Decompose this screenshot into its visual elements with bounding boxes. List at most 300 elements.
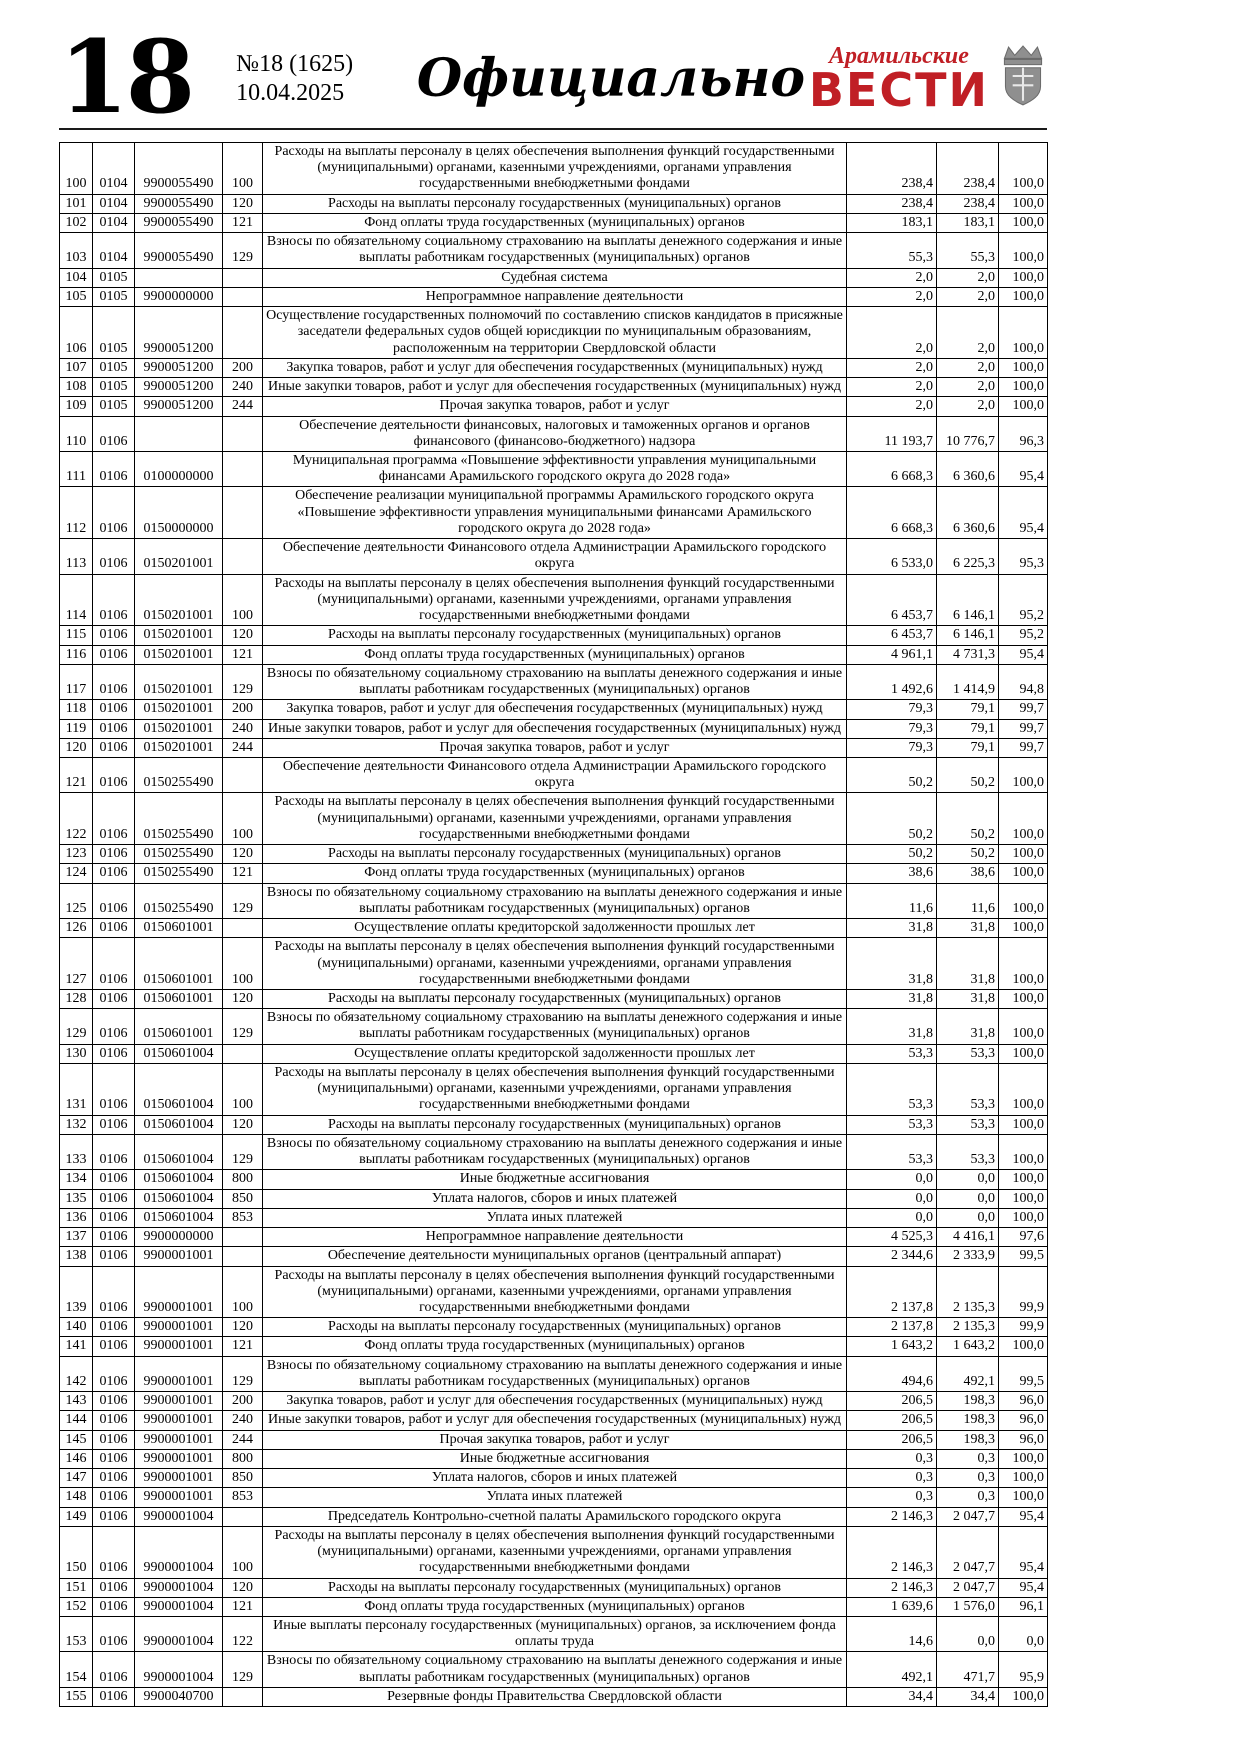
cell-section-code: 0106 bbox=[93, 1616, 135, 1651]
cell-target-article-code: 9900001004 bbox=[135, 1507, 223, 1526]
cell-row-number: 153 bbox=[60, 1616, 93, 1651]
cell-expense-type-code bbox=[223, 919, 263, 938]
cell-section-code: 0106 bbox=[93, 1247, 135, 1266]
cell-approved-amount: 79,3 bbox=[847, 700, 937, 719]
cell-percent: 95,4 bbox=[999, 487, 1048, 539]
cell-expense-type-code: 120 bbox=[223, 1115, 263, 1134]
cell-row-number: 124 bbox=[60, 864, 93, 883]
table-row bbox=[60, 626, 1048, 645]
cell-approved-amount: 2,0 bbox=[847, 358, 937, 377]
cell-target-article-code: 0150201001 bbox=[135, 626, 223, 645]
table-row bbox=[60, 1597, 1048, 1616]
cell-section-code: 0106 bbox=[93, 1063, 135, 1115]
cell-approved-amount: 50,2 bbox=[847, 793, 937, 845]
cell-name: Закупка товаров, работ и услуг для обеспечения государственных (муниципальных) нужд bbox=[263, 358, 847, 377]
cell-name: Фонд оплаты труда государственных (муниципальных) органов bbox=[263, 1597, 847, 1616]
cell-approved-amount: 31,8 bbox=[847, 1009, 937, 1044]
cell-section-code: 0105 bbox=[93, 378, 135, 397]
cell-name: Взносы по обязательному социальному страхованию на выплаты денежного содержания и иные выплаты работникам государственных (муниципальных) органов bbox=[263, 1652, 847, 1687]
cell-row-number: 155 bbox=[60, 1687, 93, 1706]
cell-executed-amount: 2 135,3 bbox=[937, 1266, 999, 1318]
cell-name: Резервные фонды Правительства Свердловской области bbox=[263, 1687, 847, 1706]
cell-percent: 100,0 bbox=[999, 1488, 1048, 1507]
cell-percent: 95,9 bbox=[999, 1652, 1048, 1687]
cell-section-code: 0106 bbox=[93, 1507, 135, 1526]
table-row bbox=[60, 700, 1048, 719]
cell-expense-type-code: 120 bbox=[223, 626, 263, 645]
cell-target-article-code: 9900051200 bbox=[135, 397, 223, 416]
cell-approved-amount: 2 137,8 bbox=[847, 1266, 937, 1318]
cell-section-code: 0106 bbox=[93, 738, 135, 757]
cell-expense-type-code: 120 bbox=[223, 194, 263, 213]
cell-section-code: 0106 bbox=[93, 1318, 135, 1337]
budget-table bbox=[59, 142, 1048, 1707]
cell-approved-amount: 206,5 bbox=[847, 1430, 937, 1449]
cell-section-code: 0106 bbox=[93, 1266, 135, 1318]
cell-approved-amount: 6 453,7 bbox=[847, 574, 937, 626]
table-row bbox=[60, 793, 1048, 845]
cell-percent: 100,0 bbox=[999, 287, 1048, 306]
cell-name: Обеспечение реализации муниципальной программы Арамильского городского округа «Повышение эффективности управления муниципальными финансами Арамильского городского округа до 2028 года» bbox=[263, 487, 847, 539]
table-row bbox=[60, 1009, 1048, 1044]
table-row bbox=[60, 1526, 1048, 1578]
cell-percent: 100,0 bbox=[999, 307, 1048, 359]
cell-name: Прочая закупка товаров, работ и услуг bbox=[263, 738, 847, 757]
cell-target-article-code: 9900055490 bbox=[135, 213, 223, 232]
cell-percent: 100,0 bbox=[999, 1337, 1048, 1356]
table-row bbox=[60, 1356, 1048, 1391]
cell-section-code: 0106 bbox=[93, 719, 135, 738]
cell-target-article-code: 9900001001 bbox=[135, 1356, 223, 1391]
cell-section-code: 0104 bbox=[93, 213, 135, 232]
cell-section-code: 0106 bbox=[93, 864, 135, 883]
cell-section-code: 0106 bbox=[93, 1208, 135, 1227]
cell-expense-type-code: 100 bbox=[223, 574, 263, 626]
table-row bbox=[60, 233, 1048, 268]
issue-date: 10.04.2025 bbox=[236, 80, 345, 107]
cell-executed-amount: 2 047,7 bbox=[937, 1526, 999, 1578]
cell-name: Взносы по обязательному социальному страхованию на выплаты денежного содержания и иные выплаты работникам государственных (муниципальных) органов bbox=[263, 1134, 847, 1169]
cell-percent: 99,9 bbox=[999, 1266, 1048, 1318]
cell-target-article-code: 0150601001 bbox=[135, 919, 223, 938]
page-number: 18 bbox=[59, 18, 193, 136]
cell-percent: 100,0 bbox=[999, 358, 1048, 377]
cell-expense-type-code: 121 bbox=[223, 645, 263, 664]
cell-percent: 95,4 bbox=[999, 1507, 1048, 1526]
cell-name: Взносы по обязательному социальному страхованию на выплаты денежного содержания и иные выплаты работникам государственных (муниципальных) органов bbox=[263, 1009, 847, 1044]
cell-approved-amount: 6 668,3 bbox=[847, 451, 937, 486]
table-row bbox=[60, 1044, 1048, 1063]
cell-name: Закупка товаров, работ и услуг для обеспечения государственных (муниципальных) нужд bbox=[263, 700, 847, 719]
cell-percent: 95,4 bbox=[999, 1526, 1048, 1578]
cell-percent: 100,0 bbox=[999, 268, 1048, 287]
cell-row-number: 152 bbox=[60, 1597, 93, 1616]
table-row bbox=[60, 864, 1048, 883]
cell-approved-amount: 1 643,2 bbox=[847, 1337, 937, 1356]
cell-section-code: 0106 bbox=[93, 1488, 135, 1507]
cell-name: Обеспечение деятельности Финансового отдела Администрации Арамильского городского округа bbox=[263, 757, 847, 792]
cell-executed-amount: 0,3 bbox=[937, 1449, 999, 1468]
cell-name: Судебная система bbox=[263, 268, 847, 287]
cell-name: Иные бюджетные ассигнования bbox=[263, 1170, 847, 1189]
cell-row-number: 101 bbox=[60, 194, 93, 213]
cell-name: Расходы на выплаты персоналу государственных (муниципальных) органов bbox=[263, 194, 847, 213]
cell-target-article-code: 0100000000 bbox=[135, 451, 223, 486]
cell-executed-amount: 53,3 bbox=[937, 1134, 999, 1169]
cell-target-article-code: 9900055490 bbox=[135, 143, 223, 195]
cell-percent: 100,0 bbox=[999, 883, 1048, 918]
cell-target-article-code: 9900001001 bbox=[135, 1449, 223, 1468]
cell-target-article-code: 9900001001 bbox=[135, 1469, 223, 1488]
cell-approved-amount: 206,5 bbox=[847, 1392, 937, 1411]
cell-target-article-code: 9900001001 bbox=[135, 1247, 223, 1266]
cell-target-article-code bbox=[135, 268, 223, 287]
cell-target-article-code: 0150601004 bbox=[135, 1063, 223, 1115]
cell-name: Осуществление оплаты кредиторской задолженности прошлых лет bbox=[263, 1044, 847, 1063]
table-row bbox=[60, 1430, 1048, 1449]
cell-target-article-code: 9900000000 bbox=[135, 287, 223, 306]
cell-approved-amount: 55,3 bbox=[847, 233, 937, 268]
cell-executed-amount: 0,3 bbox=[937, 1469, 999, 1488]
cell-row-number: 131 bbox=[60, 1063, 93, 1115]
cell-section-code: 0106 bbox=[93, 1578, 135, 1597]
cell-percent: 100,0 bbox=[999, 194, 1048, 213]
cell-section-code: 0106 bbox=[93, 1430, 135, 1449]
cell-name: Расходы на выплаты персоналу государственных (муниципальных) органов bbox=[263, 845, 847, 864]
cell-row-number: 145 bbox=[60, 1430, 93, 1449]
cell-target-article-code: 9900001001 bbox=[135, 1430, 223, 1449]
cell-section-code: 0106 bbox=[93, 1356, 135, 1391]
cell-target-article-code: 0150601004 bbox=[135, 1208, 223, 1227]
cell-approved-amount: 206,5 bbox=[847, 1411, 937, 1430]
cell-name: Расходы на выплаты персоналу государственных (муниципальных) органов bbox=[263, 1318, 847, 1337]
cell-section-code: 0106 bbox=[93, 1687, 135, 1706]
cell-executed-amount: 0,0 bbox=[937, 1208, 999, 1227]
cell-section-code: 0106 bbox=[93, 574, 135, 626]
cell-executed-amount: 1 576,0 bbox=[937, 1597, 999, 1616]
cell-name: Взносы по обязательному социальному страхованию на выплаты денежного содержания и иные выплаты работникам государственных (муниципальных) органов bbox=[263, 883, 847, 918]
cell-percent: 100,0 bbox=[999, 1189, 1048, 1208]
cell-expense-type-code: 800 bbox=[223, 1449, 263, 1468]
table-row bbox=[60, 1687, 1048, 1706]
cell-expense-type-code bbox=[223, 307, 263, 359]
cell-name: Иные закупки товаров, работ и услуг для обеспечения государственных (муниципальных) нужд bbox=[263, 1411, 847, 1430]
table-row bbox=[60, 1228, 1048, 1247]
cell-approved-amount: 4 961,1 bbox=[847, 645, 937, 664]
cell-approved-amount: 0,0 bbox=[847, 1189, 937, 1208]
cell-expense-type-code bbox=[223, 1687, 263, 1706]
table-row bbox=[60, 845, 1048, 864]
cell-approved-amount: 53,3 bbox=[847, 1044, 937, 1063]
cell-target-article-code: 0150201001 bbox=[135, 664, 223, 699]
cell-name: Непрограммное направление деятельности bbox=[263, 287, 847, 306]
cell-expense-type-code: 240 bbox=[223, 1411, 263, 1430]
cell-approved-amount: 31,8 bbox=[847, 938, 937, 990]
cell-row-number: 108 bbox=[60, 378, 93, 397]
cell-approved-amount: 53,3 bbox=[847, 1115, 937, 1134]
section-title: Официально bbox=[416, 48, 806, 109]
table-row bbox=[60, 1411, 1048, 1430]
cell-row-number: 104 bbox=[60, 268, 93, 287]
cell-percent: 96,3 bbox=[999, 416, 1048, 451]
cell-expense-type-code: 129 bbox=[223, 1134, 263, 1169]
cell-target-article-code: 9900001001 bbox=[135, 1488, 223, 1507]
cell-expense-type-code: 129 bbox=[223, 883, 263, 918]
cell-section-code: 0106 bbox=[93, 645, 135, 664]
cell-expense-type-code: 100 bbox=[223, 938, 263, 990]
cell-name: Уплата налогов, сборов и иных платежей bbox=[263, 1189, 847, 1208]
cell-section-code: 0106 bbox=[93, 1115, 135, 1134]
cell-section-code: 0106 bbox=[93, 700, 135, 719]
cell-target-article-code: 0150601001 bbox=[135, 1009, 223, 1044]
cell-percent: 95,2 bbox=[999, 574, 1048, 626]
cell-row-number: 119 bbox=[60, 719, 93, 738]
cell-percent: 95,2 bbox=[999, 626, 1048, 645]
cell-approved-amount: 11 193,7 bbox=[847, 416, 937, 451]
cell-percent: 100,0 bbox=[999, 233, 1048, 268]
cell-row-number: 103 bbox=[60, 233, 93, 268]
cell-expense-type-code: 121 bbox=[223, 1597, 263, 1616]
cell-target-article-code: 0150000000 bbox=[135, 487, 223, 539]
cell-percent: 0,0 bbox=[999, 1616, 1048, 1651]
table-row bbox=[60, 1469, 1048, 1488]
cell-name: Взносы по обязательному социальному страхованию на выплаты денежного содержания и иные выплаты работникам государственных (муниципальных) органов bbox=[263, 233, 847, 268]
cell-executed-amount: 34,4 bbox=[937, 1687, 999, 1706]
cell-row-number: 148 bbox=[60, 1488, 93, 1507]
cell-expense-type-code: 121 bbox=[223, 1337, 263, 1356]
cell-expense-type-code bbox=[223, 539, 263, 574]
table-row bbox=[60, 487, 1048, 539]
cell-name: Расходы на выплаты персоналу государственных (муниципальных) органов bbox=[263, 626, 847, 645]
logo-region-text: Арамильские bbox=[828, 43, 969, 69]
cell-approved-amount: 79,3 bbox=[847, 738, 937, 757]
cell-executed-amount: 79,1 bbox=[937, 700, 999, 719]
cell-approved-amount: 2 344,6 bbox=[847, 1247, 937, 1266]
cell-section-code: 0105 bbox=[93, 307, 135, 359]
cell-name: Прочая закупка товаров, работ и услуг bbox=[263, 397, 847, 416]
cell-approved-amount: 79,3 bbox=[847, 719, 937, 738]
cell-expense-type-code: 244 bbox=[223, 397, 263, 416]
cell-section-code: 0106 bbox=[93, 1597, 135, 1616]
cell-row-number: 102 bbox=[60, 213, 93, 232]
table-row bbox=[60, 645, 1048, 664]
table-row bbox=[60, 1266, 1048, 1318]
cell-approved-amount: 492,1 bbox=[847, 1652, 937, 1687]
cell-expense-type-code: 121 bbox=[223, 213, 263, 232]
cell-target-article-code: 0150201001 bbox=[135, 574, 223, 626]
cell-name: Фонд оплаты труда государственных (муниципальных) органов bbox=[263, 645, 847, 664]
cell-percent: 95,3 bbox=[999, 539, 1048, 574]
cell-percent: 100,0 bbox=[999, 1449, 1048, 1468]
cell-target-article-code: 9900001004 bbox=[135, 1652, 223, 1687]
cell-row-number: 115 bbox=[60, 626, 93, 645]
cell-name: Обеспечение деятельности Финансового отдела Администрации Арамильского городского округа bbox=[263, 539, 847, 574]
cell-executed-amount: 471,7 bbox=[937, 1652, 999, 1687]
cell-percent: 100,0 bbox=[999, 1134, 1048, 1169]
cell-expense-type-code bbox=[223, 451, 263, 486]
table-row bbox=[60, 738, 1048, 757]
cell-approved-amount: 31,8 bbox=[847, 919, 937, 938]
cell-row-number: 106 bbox=[60, 307, 93, 359]
cell-target-article-code: 0150601004 bbox=[135, 1189, 223, 1208]
cell-row-number: 133 bbox=[60, 1134, 93, 1169]
cell-section-code: 0106 bbox=[93, 1170, 135, 1189]
cell-row-number: 116 bbox=[60, 645, 93, 664]
cell-section-code: 0106 bbox=[93, 1411, 135, 1430]
cell-executed-amount: 492,1 bbox=[937, 1356, 999, 1391]
cell-expense-type-code bbox=[223, 1228, 263, 1247]
cell-executed-amount: 38,6 bbox=[937, 864, 999, 883]
cell-row-number: 149 bbox=[60, 1507, 93, 1526]
table-row bbox=[60, 664, 1048, 699]
cell-executed-amount: 2,0 bbox=[937, 378, 999, 397]
cell-name: Расходы на выплаты персоналу в целях обеспечения выполнения функций государственными (муниципальными) органами, казенными учреждениями, органами управления государственными внебюджетными фондами bbox=[263, 1526, 847, 1578]
cell-name: Осуществление оплаты кредиторской задолженности прошлых лет bbox=[263, 919, 847, 938]
table-row bbox=[60, 378, 1048, 397]
cell-executed-amount: 2 135,3 bbox=[937, 1318, 999, 1337]
cell-executed-amount: 50,2 bbox=[937, 793, 999, 845]
cell-target-article-code: 0150201001 bbox=[135, 645, 223, 664]
cell-section-code: 0106 bbox=[93, 1449, 135, 1468]
cell-section-code: 0106 bbox=[93, 757, 135, 792]
cell-approved-amount: 2,0 bbox=[847, 287, 937, 306]
cell-row-number: 135 bbox=[60, 1189, 93, 1208]
cell-approved-amount: 2 146,3 bbox=[847, 1507, 937, 1526]
cell-executed-amount: 2,0 bbox=[937, 397, 999, 416]
issue-block bbox=[236, 50, 353, 109]
cell-target-article-code: 0150255490 bbox=[135, 757, 223, 792]
cell-percent: 100,0 bbox=[999, 864, 1048, 883]
cell-executed-amount: 198,3 bbox=[937, 1430, 999, 1449]
cell-row-number: 127 bbox=[60, 938, 93, 990]
cell-target-article-code: 9900001001 bbox=[135, 1266, 223, 1318]
table-row bbox=[60, 1063, 1048, 1115]
cell-target-article-code: 9900001001 bbox=[135, 1392, 223, 1411]
cell-executed-amount: 238,4 bbox=[937, 143, 999, 195]
cell-target-article-code: 0150601004 bbox=[135, 1115, 223, 1134]
cell-expense-type-code bbox=[223, 487, 263, 539]
cell-row-number: 147 bbox=[60, 1469, 93, 1488]
cell-executed-amount: 2,0 bbox=[937, 307, 999, 359]
cell-executed-amount: 55,3 bbox=[937, 233, 999, 268]
cell-section-code: 0106 bbox=[93, 487, 135, 539]
table-row bbox=[60, 1488, 1048, 1507]
cell-row-number: 128 bbox=[60, 990, 93, 1009]
table-row bbox=[60, 1578, 1048, 1597]
cell-section-code: 0106 bbox=[93, 1392, 135, 1411]
cell-name: Уплата иных платежей bbox=[263, 1208, 847, 1227]
cell-target-article-code: 0150601001 bbox=[135, 990, 223, 1009]
cell-executed-amount: 31,8 bbox=[937, 1009, 999, 1044]
cell-expense-type-code: 120 bbox=[223, 990, 263, 1009]
cell-target-article-code: 0150601001 bbox=[135, 938, 223, 990]
table-row bbox=[60, 919, 1048, 938]
cell-name: Расходы на выплаты персоналу в целях обеспечения выполнения функций государственными (муниципальными) органами, казенными учреждениями, органами управления государственными внебюджетными фондами bbox=[263, 1063, 847, 1115]
cell-section-code: 0106 bbox=[93, 1044, 135, 1063]
cell-executed-amount: 11,6 bbox=[937, 883, 999, 918]
cell-target-article-code: 0150255490 bbox=[135, 793, 223, 845]
cell-row-number: 118 bbox=[60, 700, 93, 719]
cell-approved-amount: 11,6 bbox=[847, 883, 937, 918]
cell-name: Фонд оплаты труда государственных (муниципальных) органов bbox=[263, 213, 847, 232]
cell-executed-amount: 198,3 bbox=[937, 1392, 999, 1411]
cell-name: Иные закупки товаров, работ и услуг для обеспечения государственных (муниципальных) нужд bbox=[263, 378, 847, 397]
cell-section-code: 0105 bbox=[93, 397, 135, 416]
cell-name: Иные бюджетные ассигнования bbox=[263, 1449, 847, 1468]
cell-percent: 100,0 bbox=[999, 990, 1048, 1009]
cell-section-code: 0105 bbox=[93, 358, 135, 377]
cell-target-article-code: 9900001001 bbox=[135, 1411, 223, 1430]
cell-expense-type-code: 853 bbox=[223, 1488, 263, 1507]
cell-approved-amount: 238,4 bbox=[847, 194, 937, 213]
cell-expense-type-code: 129 bbox=[223, 233, 263, 268]
cell-expense-type-code: 122 bbox=[223, 1616, 263, 1651]
cell-executed-amount: 50,2 bbox=[937, 757, 999, 792]
cell-percent: 100,0 bbox=[999, 757, 1048, 792]
cell-row-number: 140 bbox=[60, 1318, 93, 1337]
cell-name: Уплата иных платежей bbox=[263, 1488, 847, 1507]
cell-target-article-code: 9900001004 bbox=[135, 1526, 223, 1578]
cell-executed-amount: 2,0 bbox=[937, 268, 999, 287]
cell-approved-amount: 2 146,3 bbox=[847, 1578, 937, 1597]
cell-expense-type-code: 100 bbox=[223, 1063, 263, 1115]
cell-percent: 96,0 bbox=[999, 1430, 1048, 1449]
table-row bbox=[60, 990, 1048, 1009]
cell-executed-amount: 6 146,1 bbox=[937, 574, 999, 626]
cell-row-number: 136 bbox=[60, 1208, 93, 1227]
cell-executed-amount: 2,0 bbox=[937, 287, 999, 306]
cell-section-code: 0106 bbox=[93, 793, 135, 845]
table-row bbox=[60, 397, 1048, 416]
cell-expense-type-code: 120 bbox=[223, 845, 263, 864]
cell-name: Обеспечение деятельности финансовых, налоговых и таможенных органов и органов финансового (финансово-бюджетного) надзора bbox=[263, 416, 847, 451]
cell-approved-amount: 2,0 bbox=[847, 378, 937, 397]
cell-percent: 100,0 bbox=[999, 938, 1048, 990]
cell-expense-type-code bbox=[223, 1507, 263, 1526]
cell-name: Иные выплаты персоналу государственных (муниципальных) органов, за исключением фонда оплаты труда bbox=[263, 1616, 847, 1651]
cell-section-code: 0106 bbox=[93, 416, 135, 451]
cell-executed-amount: 6 225,3 bbox=[937, 539, 999, 574]
cell-row-number: 110 bbox=[60, 416, 93, 451]
cell-expense-type-code: 850 bbox=[223, 1469, 263, 1488]
cell-row-number: 129 bbox=[60, 1009, 93, 1044]
cell-percent: 96,0 bbox=[999, 1392, 1048, 1411]
masthead bbox=[59, 18, 1047, 136]
cell-name: Расходы на выплаты персоналу государственных (муниципальных) органов bbox=[263, 1578, 847, 1597]
cell-percent: 99,7 bbox=[999, 700, 1048, 719]
cell-percent: 100,0 bbox=[999, 793, 1048, 845]
table-row bbox=[60, 358, 1048, 377]
cell-percent: 100,0 bbox=[999, 919, 1048, 938]
logo-name-text: ВЕСТИ bbox=[808, 63, 989, 118]
cell-executed-amount: 53,3 bbox=[937, 1063, 999, 1115]
cell-executed-amount: 183,1 bbox=[937, 213, 999, 232]
cell-percent: 99,9 bbox=[999, 1318, 1048, 1337]
cell-section-code: 0106 bbox=[93, 1009, 135, 1044]
cell-expense-type-code: 200 bbox=[223, 358, 263, 377]
cell-row-number: 143 bbox=[60, 1392, 93, 1411]
cell-section-code: 0106 bbox=[93, 883, 135, 918]
cell-approved-amount: 0,3 bbox=[847, 1469, 937, 1488]
cell-approved-amount: 50,2 bbox=[847, 845, 937, 864]
table-row bbox=[60, 1616, 1048, 1651]
cell-executed-amount: 1 643,2 bbox=[937, 1337, 999, 1356]
cell-row-number: 120 bbox=[60, 738, 93, 757]
cell-name: Закупка товаров, работ и услуг для обеспечения государственных (муниципальных) нужд bbox=[263, 1392, 847, 1411]
cell-approved-amount: 2,0 bbox=[847, 307, 937, 359]
cell-row-number: 122 bbox=[60, 793, 93, 845]
cell-row-number: 141 bbox=[60, 1337, 93, 1356]
